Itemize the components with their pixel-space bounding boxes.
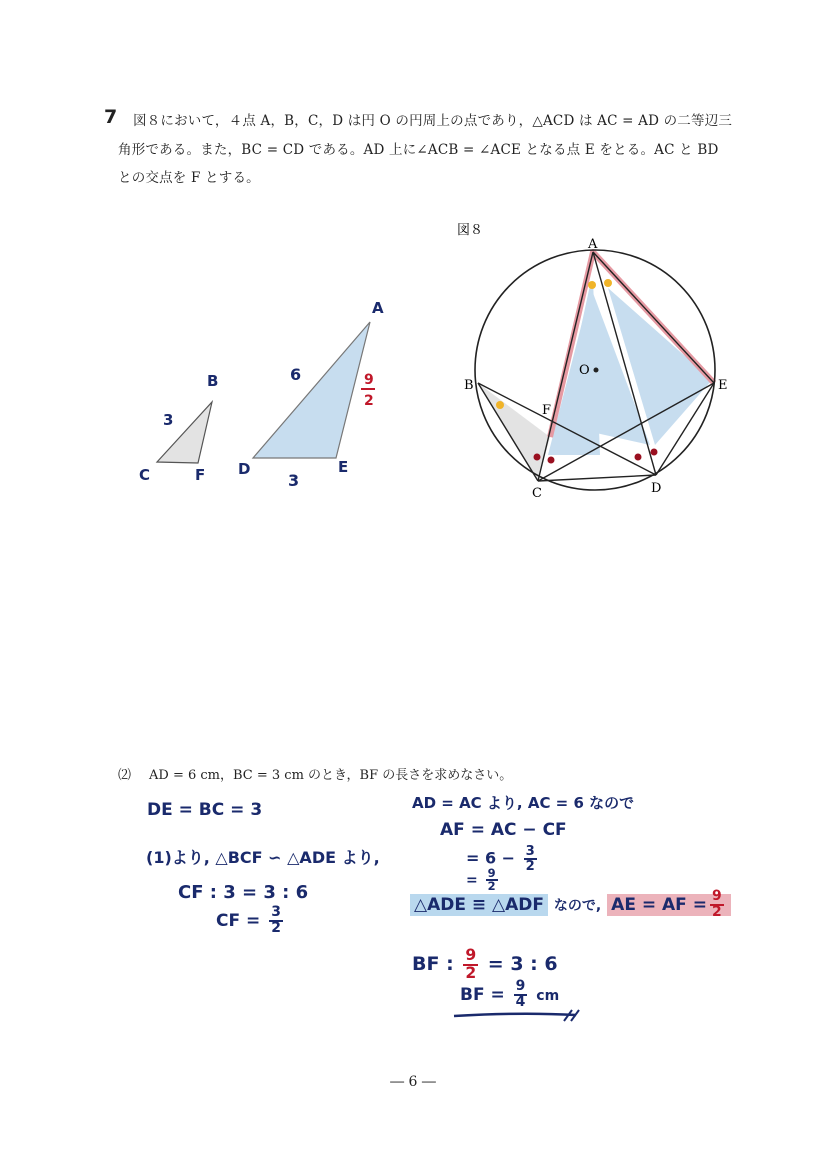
work-left-line-1: DE = BC = 3 (147, 800, 263, 820)
work-right-line-5 (410, 890, 731, 920)
bf-answer-num: 9 (515, 978, 526, 994)
angle-mark-red (548, 457, 555, 464)
af-step-1-den: 2 (525, 859, 535, 875)
sketch-side-bc: 3 (163, 411, 174, 429)
af-step-1-fraction (524, 845, 537, 873)
problem-number: 7 (104, 106, 118, 128)
af-step-2-num: 9 (487, 866, 496, 880)
cf-fraction (269, 906, 283, 936)
cf-num: 3 (271, 904, 281, 920)
ae-af-den: 2 (711, 903, 722, 920)
angle-mark-yellow (604, 279, 612, 287)
ae-af-label: AE = AF = (611, 894, 707, 915)
page-number: ― 6 ― (390, 1074, 436, 1090)
angle-mark-yellow (496, 401, 504, 409)
part2-text: AD = 6 cm，BC = 3 cm のとき，BF の長さを求めなさい。 (149, 768, 513, 783)
label-c: C (532, 486, 542, 501)
sketch-side-ad: 6 (290, 365, 302, 384)
part2-mark: ⑵ (118, 768, 132, 783)
bf-ratio-lhs: BF : (412, 953, 454, 976)
shade-triangle-bcf (478, 383, 550, 481)
label-a: A (588, 237, 598, 252)
bf-ratio-den: 2 (465, 963, 477, 982)
af-step-2-lhs: = (466, 872, 478, 889)
congruence-connector: なので, (553, 897, 602, 914)
label-b: B (464, 378, 474, 393)
work-right-line-6 (412, 948, 558, 981)
problem-text-line-1: 図８において，４点 A，B，C，D は円 O の円周上の点であり，△ACD は AC = AD の二等辺三 (133, 113, 733, 129)
work-right-line-1: AD = AC より, AC = 6 なので (412, 794, 635, 812)
af-step-1-num: 3 (525, 844, 535, 859)
answer-underline (450, 1008, 590, 1024)
ae-af-highlight (607, 888, 731, 920)
angle-mark-yellow (588, 281, 596, 289)
ae-af-num: 9 (711, 888, 722, 904)
af-step-2-den: 2 (487, 879, 496, 894)
angle-mark-red (534, 454, 541, 461)
bf-ratio-fraction (463, 948, 478, 981)
sketch-side-de: 3 (288, 471, 300, 490)
sketch-label-e: E (338, 458, 349, 476)
label-d: D (651, 481, 662, 496)
sketch-side-ae-num: 9 (364, 372, 374, 388)
figure-8 (440, 210, 780, 510)
work-right-line-2: AF = AC − CF (440, 820, 567, 840)
work-left-line-3: CF : 3 = 3 : 6 (178, 882, 309, 903)
bf-answer-lhs: BF = (460, 984, 505, 1005)
sketch-side-ae-den: 2 (364, 393, 374, 409)
work-left-line-4 (216, 906, 286, 936)
sketch-label-f: F (195, 466, 206, 484)
cf-den: 2 (271, 919, 281, 936)
bf-ratio-rhs: = 3 : 6 (487, 953, 558, 976)
sketch-label-c: C (139, 466, 151, 484)
cf-label: CF = (216, 910, 261, 931)
label-f: F (542, 403, 552, 418)
angle-mark-red (651, 449, 658, 456)
part2-question (118, 764, 512, 783)
angle-mark-red (635, 454, 642, 461)
problem-text-line-2: 角形である。また，BC = CD である。AD 上に∠ACB = ∠ACE となる点 E をとる。AC と BD (118, 142, 719, 158)
ae-af-fraction (710, 890, 724, 920)
bf-answer-fraction (514, 980, 528, 1010)
work-left-line-2: (1)より, △BCF ∽ △ADE より, (146, 848, 380, 867)
work-right-line-7 (460, 980, 559, 1010)
bf-ratio-num: 9 (465, 946, 477, 964)
sketch-triangle-ade (253, 322, 370, 458)
af-step-1-lhs: = 6 − (466, 848, 516, 868)
problem-text-line-3: との交点を F とする。 (118, 170, 260, 186)
figure-caption: 図８ (457, 223, 484, 238)
label-o: O (579, 363, 590, 378)
sketch-label-d: D (238, 460, 251, 478)
bf-answer-unit: cm (536, 987, 560, 1004)
sketch-similar-triangles (130, 290, 400, 500)
label-e: E (718, 378, 728, 393)
sketch-label-a: A (372, 299, 384, 317)
bf-answer-den: 4 (515, 993, 526, 1010)
center-point (594, 368, 599, 373)
sketch-label-b: B (207, 372, 219, 390)
congruence-highlight: △ADE ≡ △ADF (410, 894, 548, 916)
